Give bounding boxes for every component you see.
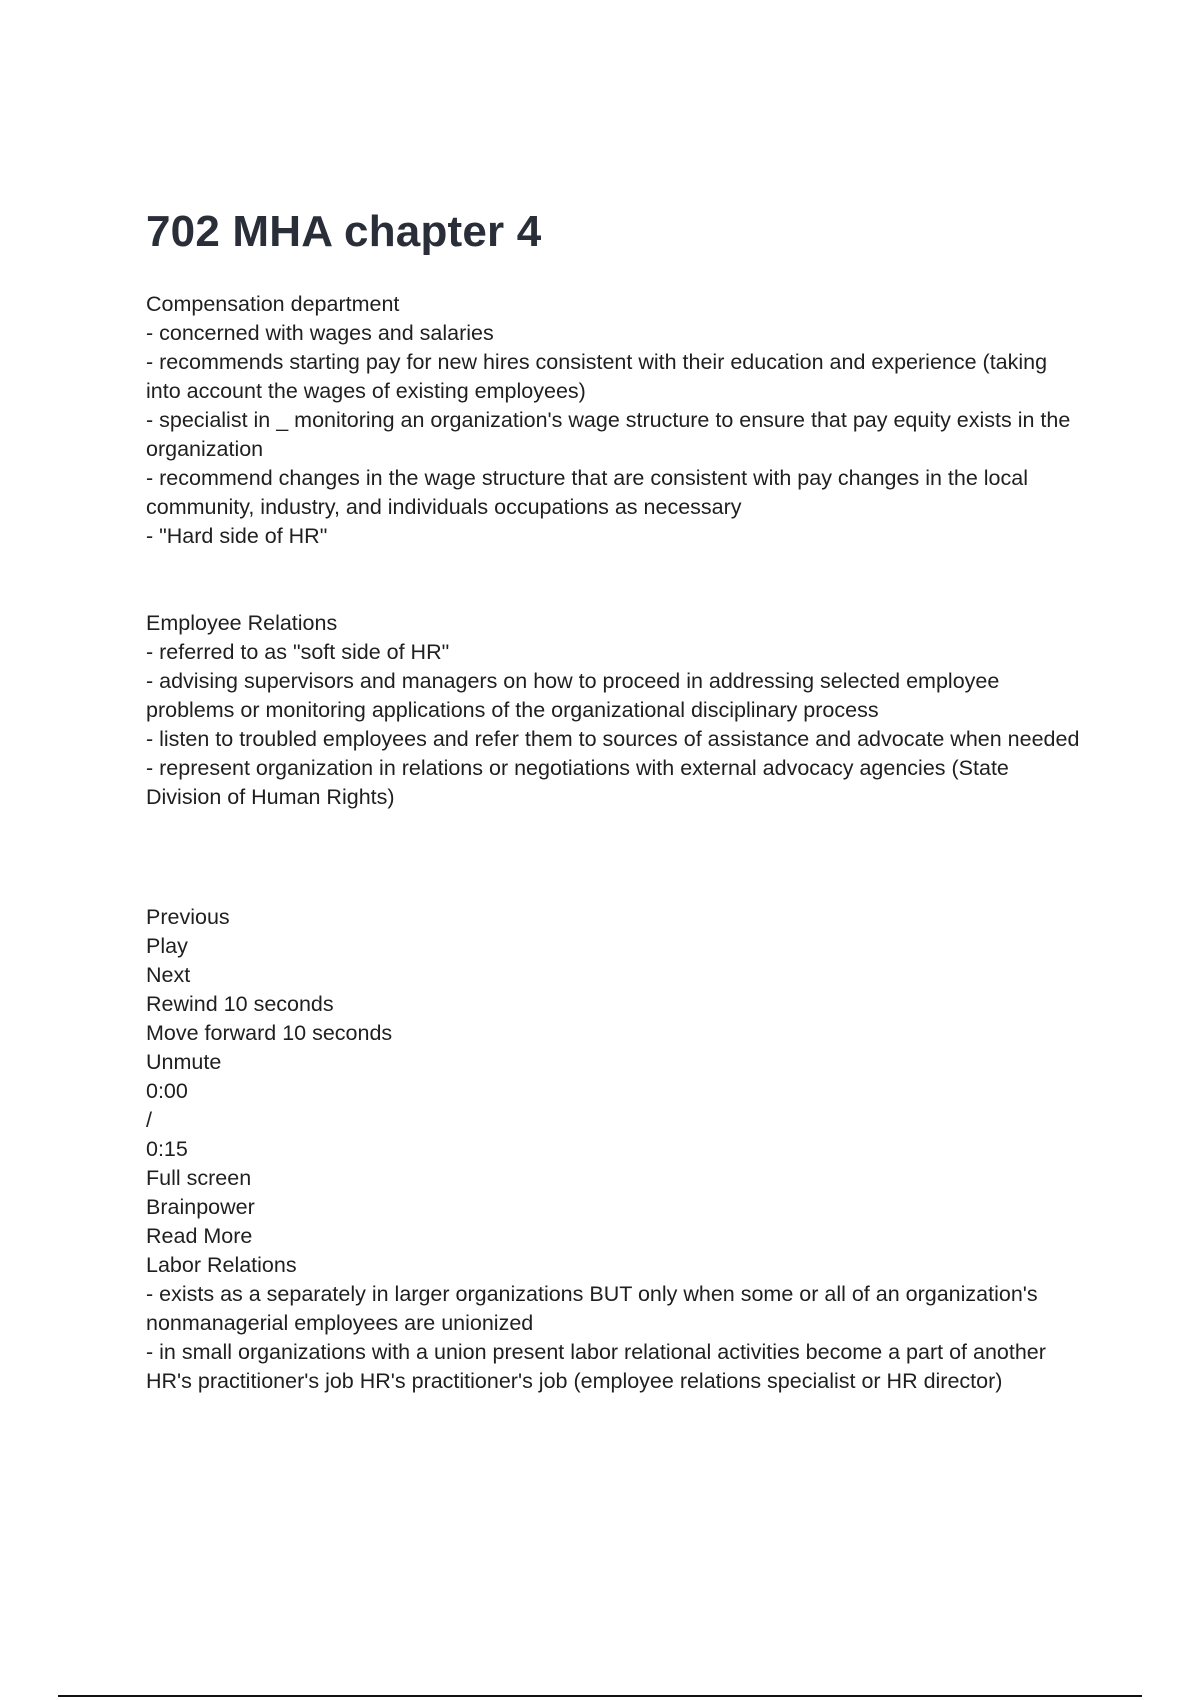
time-separator: / xyxy=(146,1108,152,1132)
bullet-line: - listen to troubled employees and refer them to sources of assistance and advocate when needed xyxy=(146,727,1080,751)
current-time: 0:00 xyxy=(146,1079,188,1103)
employee-relations-section xyxy=(146,609,1086,812)
bullet-line: - concerned with wages and salaries xyxy=(146,321,494,345)
fullscreen-label: Full screen xyxy=(146,1166,252,1190)
bullet-line: - exists as a separately in larger organizations BUT only when some or all of an organization's nonmanagerial employees are unionized xyxy=(146,1282,1038,1335)
read-more-label: Read More xyxy=(146,1224,253,1248)
bullet-line: - "Hard side of HR" xyxy=(146,524,328,548)
brand-label: Brainpower xyxy=(146,1195,255,1219)
compensation-section xyxy=(146,290,1086,551)
unmute-label: Unmute xyxy=(146,1050,222,1074)
spacer xyxy=(146,812,1086,903)
section-heading: Employee Relations xyxy=(146,611,338,635)
rewind-label: Rewind 10 seconds xyxy=(146,992,334,1016)
bullet-line: - specialist in _ monitoring an organization's wage structure to ensure that pay equity exists in the organization xyxy=(146,408,1071,461)
labor-relations-section xyxy=(146,1251,1086,1396)
bullet-line: - recommend changes in the wage structure that are consistent with pay changes in the local community, industry, and individuals occupations as necessary xyxy=(146,466,1028,519)
play-label: Play xyxy=(146,934,188,958)
section-heading: Labor Relations xyxy=(146,1253,297,1277)
bullet-line: - advising supervisors and managers on how to proceed in addressing selected employee problems or monitoring applications of the organizational disciplinary process xyxy=(146,669,1000,722)
video-player-text xyxy=(146,903,1086,1251)
next-label: Next xyxy=(146,963,191,987)
document-body xyxy=(146,205,1086,1396)
footer-divider xyxy=(58,1695,1142,1697)
previous-label: Previous xyxy=(146,905,230,929)
page-title: 702 MHA chapter 4 xyxy=(146,207,542,256)
forward-label: Move forward 10 seconds xyxy=(146,1021,393,1045)
section-heading: Compensation department xyxy=(146,292,400,316)
bullet-line: - recommends starting pay for new hires consistent with their education and experience (taking into account the wages of existing employees) xyxy=(146,350,1048,403)
bullet-line: - represent organization in relations or negotiations with external advocacy agencies (State Division of Human Rights) xyxy=(146,756,1009,809)
duration: 0:15 xyxy=(146,1137,188,1161)
spacer xyxy=(146,551,1086,609)
bullet-line: - referred to as "soft side of HR" xyxy=(146,640,450,664)
bullet-line: - in small organizations with a union present labor relational activities become a part of another HR's practitioner's job HR's practitioner's job (employee relations specialist or HR director) xyxy=(146,1340,1046,1393)
